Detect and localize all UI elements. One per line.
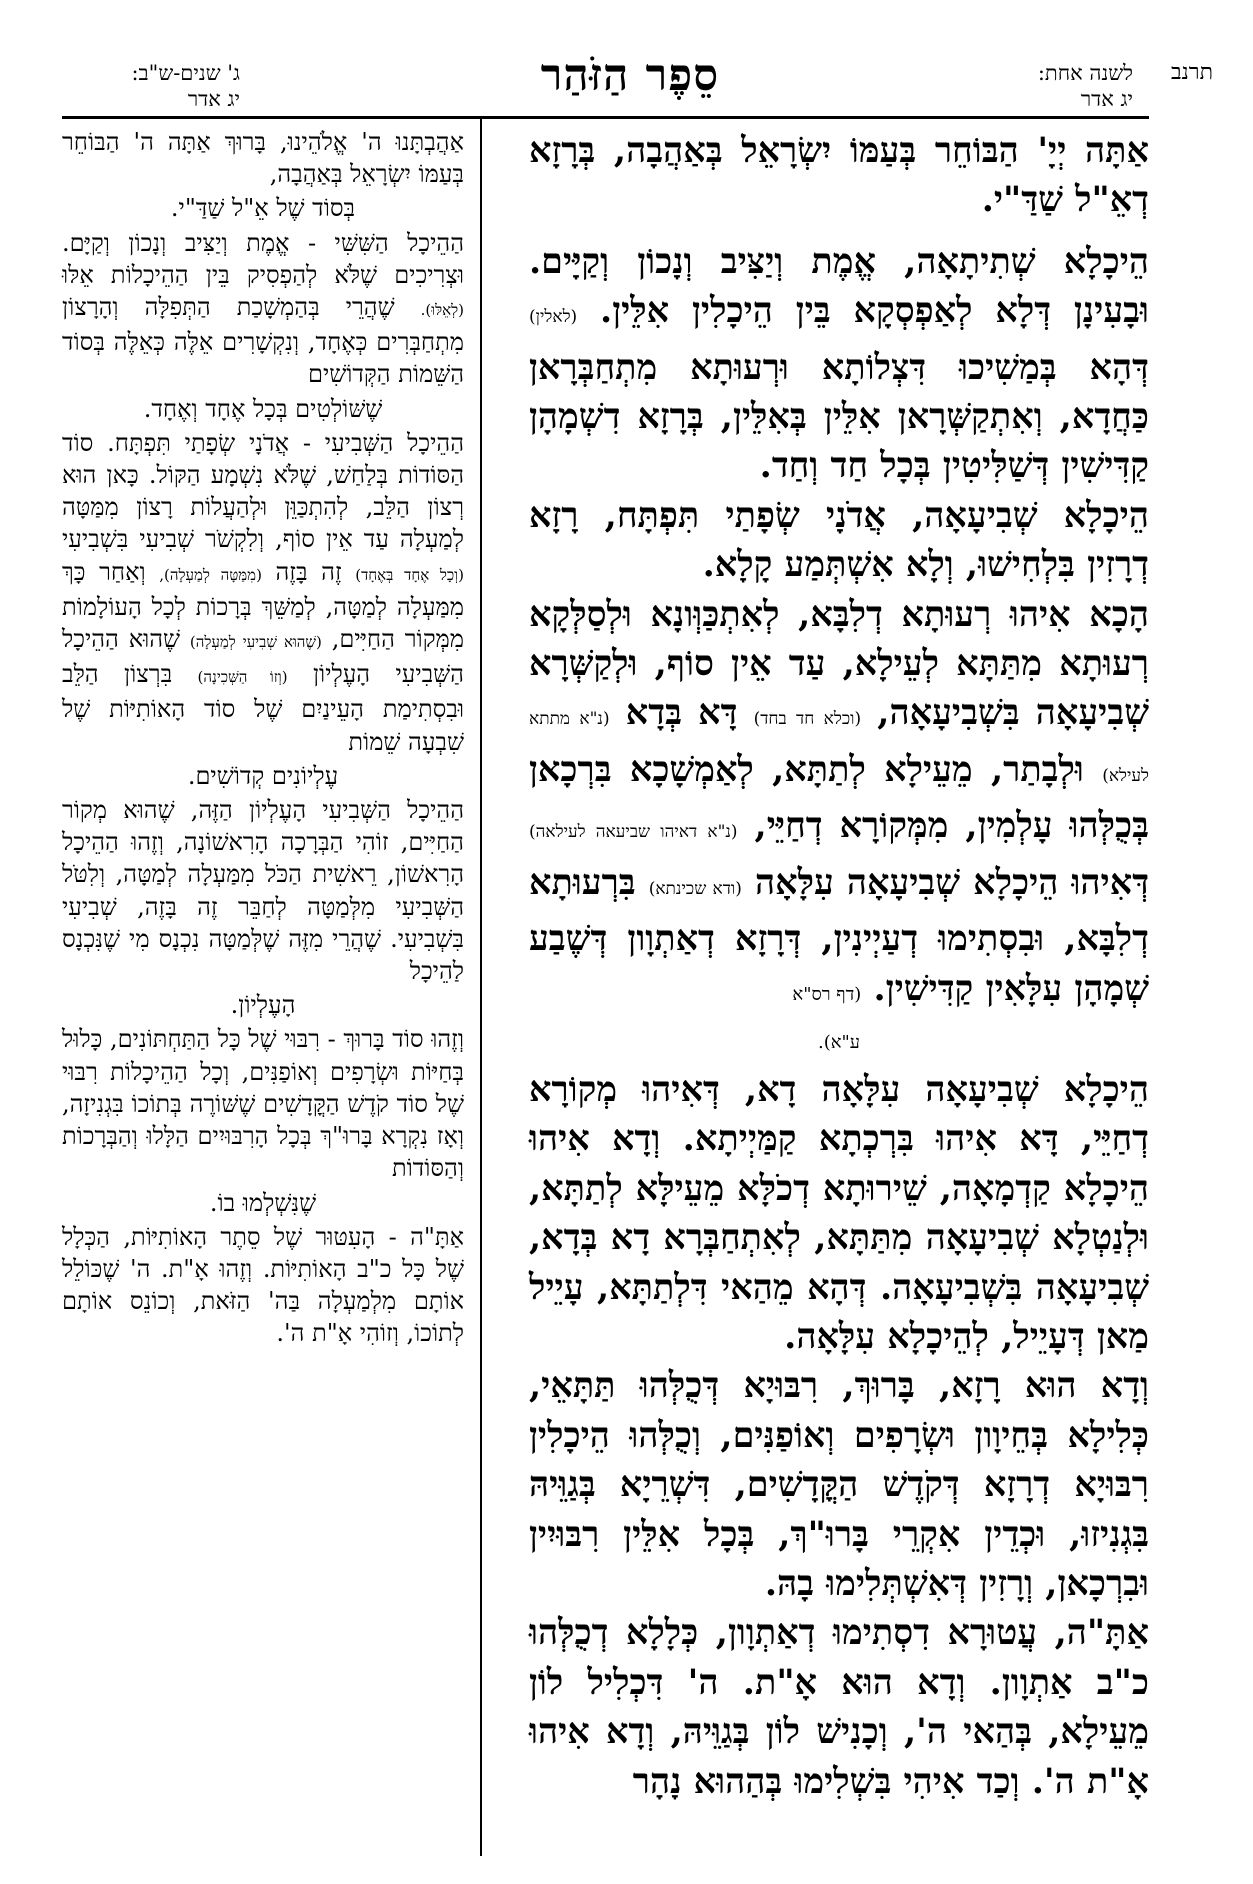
main-text: דְּאִיהוּ הֵיכָלָא שְׁבִיעָאָה עִלָּאָה	[754, 861, 1150, 903]
commentary-paragraph	[62, 1221, 464, 1350]
commentary-variant-note: (וְכָל אֶחָד בְּאֶחָד)	[355, 565, 464, 584]
variant-note: (נ"א דאיהו שביעאה לעילאה)	[529, 822, 738, 843]
main-text: וְדָא הוּא רָזָא, בָּרוּךְ, רִבּוּיָא דְּכֻלְּהוּ תַּתָּאֵי, כְּלִילָא בְּחֵיוָון וּשְׂרָפִים וְאוֹפַנִּים, וְכֻלְּהוּ הֵיכָלִין רִבּוּיָא דְרָזָא דְּקֹדֶשׁ הַקֳּדָשִׁים, דִּשְׁרֵיָא בְּגַוֵּיהּ בִּגְנִיזוּ, וּכְדֵין אִקְרֵי בָּרוּ"ךְ, בְּכָל אִלֵּין רִבּוּיִין וּבִרְכָאן, וְרָזִין דְּאִשְׁתְּלִימוּ בָהּ.	[529, 1365, 1149, 1604]
variant-note: (ודא שכינתא)	[648, 878, 742, 899]
commentary-column	[62, 126, 464, 1352]
header-left-block	[70, 60, 240, 112]
daf-reference: (דף רס"א	[792, 983, 862, 1005]
main-text: דְּהָא בְּמַשִׁיכוּ דִּצְלוֹתָא וּרְעוּתָא מִתְחַבְּרָאן כַּחֲדָא, וְאִתְקַשְּׁרָאן אִלֵּין בְּאִלֵּין, בְּרָזָא דִשְׁמָהָן קַדִּישִׁין דְּשַׁלִּיטִין בְּכָל חַד וְחַד.	[529, 346, 1149, 487]
commentary-text: הָעֶלְיוֹן.	[230, 991, 296, 1020]
main-text: וּלְבָתַר, מֵעֵילָא לְתַתָּא, לְאַמְשָׁכָא בִּרְכָאן בְּכֻלְּהוּ עָלְמִין, מִמְּקוֹרָא דְחַיֵּי,	[529, 748, 1149, 847]
main-paragraph	[529, 1065, 1149, 1361]
commentary-line	[62, 1187, 464, 1219]
main-text: הֵיכָלָא שְׁבִיעָאָה עִלָּאָה דָא, דְּאִיהוּ מְקוֹרָא דְחַיֵּי, דָּא אִיהוּ בִּרְכְתָא קַמַּיְיתָא. וְדָא אִיהוּ הֵיכָלָא קַדְמָאָה, שֵׁירוּתָא דְכֹלָּא מֵעֵילָּא לְתַתָּא, וּלְנַטְלָא שְׁבִיעָאָה מִתַּתָּא, לְאִתְחַבְּרָא דָא בְּדָא, שְׁבִיעָאָה בִּשְׁבִיעָאָה. דְּהָא מֵהַאי דִּלְתַתָּא, עָיֵיל מַאן דְּעָיֵיל, לְהֵיכָלָא עִלָּאָה.	[529, 1068, 1149, 1357]
commentary-text: עֶלְיוֹנִים קְדוֹשִׁים.	[187, 761, 339, 790]
main-paragraph	[529, 1361, 1149, 1608]
commentary-text: בְּסוֹד שֶׁל אֵ"ל שַׁדַּ"י.	[170, 194, 356, 223]
commentary-text: וְאַחַר כָּךְ מִמַּעְלָה לְמַטָּה, לְמַשֵּׁךְ בְּרָכוֹת לְכָל הָעוֹלָמוֹת מִמְּקוֹר הַחַיִּים,	[62, 557, 464, 654]
commentary-text: שֶׁהֲרֵי בְּהַמְשָׁכַת הַתְּפִלָּה וְהָרָצוֹן מִתְחַבְּרִים כְּאֶחָד, וְנִקְשָׁרִים אֵלֶּה כְּאֵלֶּה בְּסוֹד הַשֵּׁמוֹת הַקְּדוֹשִׁים	[62, 293, 464, 389]
study-schedule-three-years: ג' שנים-ש"ב:	[131, 61, 240, 85]
main-text: הֵיכָלָא שְׁבִיעָאָה, אֲדֹנָי שְׂפָתַי תִּפְתָּח, רָזָא דְרָזִין בִּלְחִישׁוּ, וְלָא אִשְׁתְּמַע קָלָא.	[529, 494, 1149, 586]
commentary-text: זֶה בָּזֶה	[275, 557, 342, 586]
page-number: תרנב	[1171, 60, 1213, 85]
commentary-text: בִּרְצוֹן הַלֵּב וּבִסְתִימַת הָעֵינַיִם שֶׁל סוֹד הָאוֹתִיּוֹת שֶׁל שִׁבְעָה שֵׁמוֹת	[62, 660, 464, 756]
commentary-paragraph	[62, 1023, 464, 1184]
study-date-three-years: יג אדר	[187, 87, 240, 111]
commentary-line	[62, 760, 464, 792]
commentary-text: הַהֵיכָל הַשִּׁשִּׁי - אֱמֶת וְיַצִּיב וְנָכוֹן וְקַיָּם. וּצְרִיכִים שֶׁלֹּא לְהַפְסִיק בֵּין הַהֵיכָלוֹת אֵלּוּ	[62, 228, 464, 289]
commentary-variant-note: (שֶׁהוּא שְׁבִיעִי לְמַעְלָה)	[189, 633, 322, 652]
commentary-text: הַהֵיכָל הַשְּׁבִיעִי - אֲדֹנָי שְׂפָתַי תִּפְתָּח. סוֹד הַסּוֹדוֹת בְּלַחַשׁ, שֶׁלֹּא נִשְׁמָע הַקּוֹל. כָּאן הוּא רְצוֹן הַלֵּב, לְהִתְכַּוֵּן וּלְהַעֲלוֹת רָצוֹן מִמַּטָּה לְמַעְלָה עַד אֵין סוֹף, וְלִקְשֹׁר שְׁבִיעִי בִּשְׁבִיעִי	[62, 428, 464, 554]
main-text: הֵיכָלָא שְׁתִיתָאָה, אֱמֶת וְיַצִּיב וְנָכוֹן וְקַיָּים. וּבָעִינָן דְּלָא לְאַפְסְקָא בֵּין הֵיכָלִין אִלֵּין.	[529, 240, 1149, 332]
commentary-line	[62, 192, 464, 224]
main-text: בִּרְעוּתָא דְלִבָּא, וּבִסְתִימוּ דְעַיְינִין, דְּרָזָא דְאַתְוָון דְּשֶׁבַע שְׁמָהָן עִלָּאִין קַדִּישִׁין.	[529, 861, 1149, 1009]
main-text: דָּא בְּדָא	[625, 692, 738, 734]
variant-note: (לאלין)	[529, 307, 578, 328]
main-paragraph	[529, 1608, 1149, 1806]
main-text: אַתָּה יְיָ' הַבּוֹחֵר בְּעַמּוֹ יִשְׂרָאֵל בְּאַהֲבָה, בְּרָזָא דְאֵ"ל שַׁדַּ"י.	[529, 130, 1149, 221]
commentary-variant-note: (וְזוֹ הַשְּׁכִינָה)	[197, 668, 288, 687]
commentary-text: שֶׁהוּא הַהֵיכָל הַשְּׁבִיעִי הָעֶלְיוֹן	[62, 625, 464, 689]
study-schedule-one-year: לשנה אחת:	[1037, 61, 1133, 85]
book-title: סֵפֶר הַזֹּהַר	[540, 50, 720, 101]
commentary-text: אַתָּ"ה - הָעִטּוּר שֶׁל סֵתֶר הָאוֹתִיּוֹת, הַכְּלָל שֶׁל כָּל כ"ב הָאוֹתִיּוֹת. וְזֶהוּ אָ"ת. ה' שֶׁכּוֹלֵל אוֹתָם מִלְמַעְלָה בַּה' הַזֹּאת, וְכוֹנֵס אוֹתָם לְתוֹכוֹ, וְזוֹהִי אָ"ת ה'.	[62, 1222, 464, 1348]
commentary-variant-note: (לְאֵלּוּ).	[420, 301, 464, 320]
main-paragraph	[529, 491, 1149, 590]
folio-side-marker: ע"א).	[817, 1031, 860, 1053]
variant-note: (וכלא חד בחד)	[753, 709, 862, 730]
commentary-text: שֶׁנִּשְׁלְמוּ בוֹ.	[209, 1188, 317, 1217]
main-text: אַתָּ"ה, עֲטוּרָא דִסְתִימוּ דְאַתְוָון, כְּלָלָא דְכֻלְּהוּ כ"ב אַתְוָון. וְדָא הוּא אָ"ת. ה' דִּכְלִיל לוֹן מֵעֵילָא, בְּהַאי ה', וְכָנִישׁ לוֹן בְּגַוֵּיהּ, וְדָא אִיהוּ אָ"ת ה'. וְכַד אִיהִי בִּשְׁלִימוּ בְּהַהוּא נָהָר	[529, 1612, 1149, 1802]
commentary-line	[62, 989, 464, 1021]
commentary-variant-note: (מִמַּטָּה לְמַעְלָה),	[159, 565, 262, 584]
header-divider	[62, 116, 1149, 119]
commentary-text: וְזֶהוּ סוֹד בָּרוּךְ - רִבּוּי שֶׁל כָּל הַתַּחְתּוֹנִים, כָּלוּל בְּחַיּוֹת וּשְׂרָפִים וְאוֹפַנִּים, וְכָל הַהֵיכָלוֹת רִבּוּי שֶׁל סוֹד קֹדֶשׁ הַקֳּדָשִׁים שֶׁשּׁוֹרֶה בְּתוֹכוֹ בִּגְנִיזָה, וְאָז נִקְרָא בָּרוּ"ךְ בְּכָל הָרִבּוּיִים הַלָּלוּ וְהַבְּרָכוֹת וְהַסּוֹדוֹת	[62, 1025, 464, 1183]
header-right-block	[1023, 60, 1213, 112]
main-text: הָכָא אִיהוּ רְעוּתָא דְלִבָּא, לְאִתְכַּוְּונָא וּלְסַלְּקָא רְעוּתָא מִתַּתָּא לְעֵילָא, עַד אֵין סוֹף, וּלְקַשְּׁרָא שְׁבִיעָאָה בִּשְׁבִיעָאָה,	[529, 593, 1149, 734]
main-paragraph	[529, 126, 1149, 225]
main-text-column	[529, 126, 1149, 1806]
commentary-text: אַהֲבְתָּנוּ ה' אֱלֹהֵינוּ, בָּרוּךְ אַתָּה ה' הַבּוֹחֵר בְּעַמּוֹ יִשְׂרָאֵל בְּאַהֲבָה,	[62, 128, 464, 189]
study-date-one-year: יג אדר	[1080, 87, 1133, 111]
commentary-text: שֶׁשּׁוֹלְטִים בְּכָל אֶחָד וְאֶחָד.	[143, 394, 383, 423]
column-divider	[480, 116, 482, 1856]
main-paragraph	[529, 590, 1149, 1019]
main-paragraph	[529, 237, 1149, 491]
commentary-paragraph	[62, 794, 464, 987]
commentary-line	[62, 393, 464, 425]
commentary-paragraph	[62, 126, 464, 190]
commentary-paragraph	[62, 227, 464, 391]
variant-note: (נ"א מתתא לעילא)	[529, 709, 1150, 786]
commentary-paragraph	[62, 427, 464, 758]
commentary-text: הַהֵיכָל הַשְּׁבִיעִי הָעֶלְיוֹן הַזֶּה, שֶׁהוּא מְקוֹר הַחַיִּים, זוֹהִי הַבְּרָכָה הָרִאשׁוֹנָה, וְזֶהוּ הַהֵיכָל הָרִאשׁוֹן, רֵאשִׁית הַכֹּל מִמַּעְלָה לְמַטָּה, וְלִטֹּל הַשְּׁבִיעִי מִלְּמַטָּה לְחַבֵּר זֶה בָּזֶה, שְׁבִיעִי בִּשְׁבִיעִי. שֶׁהֲרֵי מִזֶּה שֶׁלְּמַטָּה נִכְנָס מִי שֶׁנִּכְנָס לַהֵיכָל	[62, 796, 464, 986]
